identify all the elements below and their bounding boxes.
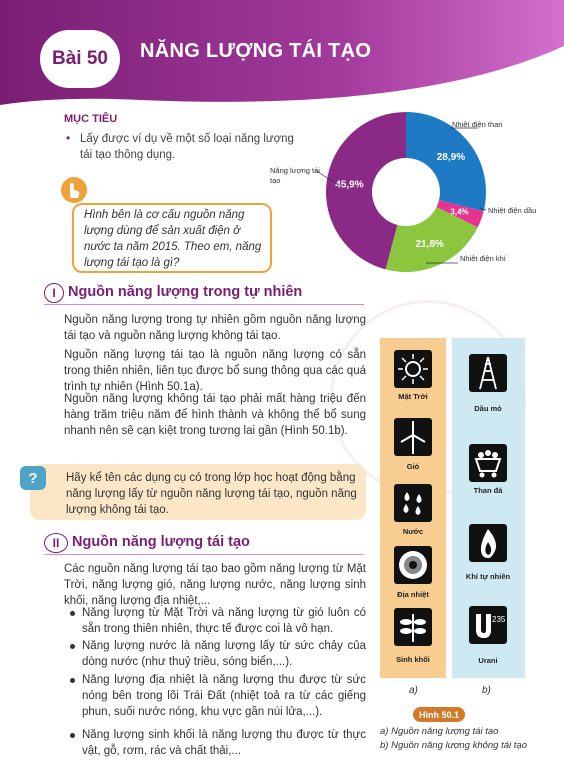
- section-2-bullet: Năng lượng địa nhiệt là năng lượng thu được từ sức nóng bên trong lõi Trái Đất (nhiệt toả ra từ các giếng phun, suối nước nóng, khu vực gần núi lửa,...).: [82, 674, 366, 718]
- uranium-icon: [469, 606, 507, 644]
- sun-icon: [394, 350, 432, 388]
- objectives-heading: MỤC TIÊU: [64, 113, 118, 125]
- chart-label-gas: Nhiệt điện khí: [460, 254, 506, 263]
- objective-item: Lấy được ví dụ về một số loại năng lượng tái tạo thông dụng.: [80, 133, 294, 161]
- figure-tag: Hình 50.1: [413, 707, 465, 722]
- section-2-bullet: Năng lượng nước là năng lượng lấy từ sức chảy của dòng nước (như thuỷ triều, sóng biển,...).: [82, 640, 366, 668]
- section-1-number: I: [44, 283, 64, 303]
- donut-value-label-renewable: 45,9%: [335, 179, 364, 191]
- section-1-paragraph: Nguồn năng lượng tái tạo là nguồn năng lượng có sẵn trong thiên nhiên, liên tục được bổ sung thông qua các quá trình tự nhiên (Hình 50.1a).: [64, 349, 366, 393]
- section-1-paragraph: Nguồn năng lượng trong tự nhiên gồm nguồn năng lượng tái tạo và nguồn năng lượng không tái tạo.: [64, 314, 366, 342]
- donut-value-label-gas: 21,8%: [415, 238, 444, 250]
- figure-label-wind: Gió: [406, 462, 420, 471]
- chart-label-coal: Nhiệt điện than: [452, 120, 503, 129]
- section-2-bullet: Năng lượng từ Mặt Trời và năng lượng từ gió luôn có sẵn trong thiên nhiên, thực tế được coi là vô hạn.: [82, 607, 366, 635]
- question-icon: ?: [20, 466, 46, 490]
- wind-turbine-icon: [394, 418, 432, 456]
- bullet-dot: [70, 611, 75, 616]
- activity-text: Hãy kể tên các dụng cụ có trong lớp học hoạt động bằng năng lượng lấy từ nguồn năng lượng tái tạo, nguồn năng lượng không tái tạo.: [66, 472, 357, 516]
- section-2-title: Nguồn năng lượng tái tạo: [72, 534, 250, 550]
- oil-derrick-icon: [469, 354, 507, 392]
- section-2-rule: [44, 554, 364, 555]
- figure-label-oil: Dầu mỏ: [474, 404, 502, 413]
- figure-label-biomass: Sinh khối: [396, 655, 430, 664]
- figure-sub-a: a): [409, 685, 418, 696]
- biomass-plant-icon: [394, 608, 432, 646]
- bullet-dot: [70, 678, 75, 683]
- figure-caption-a: a) Nguồn năng lượng tái tạo: [380, 726, 499, 737]
- section-2-bullet: Năng lượng sinh khối là năng lượng thu được từ thực vật, gỗ, rơm, rác và chất thải,...: [82, 729, 366, 757]
- figure-label-water: Nước: [402, 527, 424, 536]
- energy-structure-chart: [300, 108, 564, 288]
- chart-label-oil: Nhiệt điện dầu: [488, 206, 537, 215]
- lesson-number-badge: Bài 50: [40, 30, 120, 88]
- figure-label-sun: Mặt Trời: [398, 392, 428, 401]
- objective-bullet: •: [66, 131, 71, 145]
- chart-label-renewable: Năng lượng tái tạo: [270, 166, 320, 185]
- figure-label-coal: Than đá: [473, 486, 503, 495]
- figure-label-uranium: Urani: [478, 656, 498, 665]
- coal-cart-icon: [469, 444, 507, 482]
- section-2-intro: Các nguồn năng lượng tái tạo bao gồm năng lượng từ Mặt Trời, năng lượng gió, năng lượng nước, năng lượng sinh khối, năng lượng địa nhiệt,...: [64, 563, 366, 607]
- page-title: NĂNG LƯỢNG TÁI TẠO: [140, 40, 372, 62]
- intro-question-text: Hình bên là cơ cấu nguồn năng lượng dùng để sản xuất điện ở nước ta năm 2015. Theo em, năng lượng tái tạo là gì?: [84, 209, 262, 269]
- bullet-dot: [70, 733, 75, 738]
- figure-label-natural-gas: Khí tự nhiên: [465, 572, 511, 581]
- section-1-title: Nguồn năng lượng trong tự nhiên: [68, 284, 303, 300]
- section-2-number: II: [44, 533, 68, 553]
- section-1-paragraph: Nguồn năng lượng không tái tạo phải mất hàng triệu đến hàng trăm triệu năm để hình thành và không thể bổ sung nhanh nên sẽ cạn kiệt trong tương lai gần (Hình 50.1b).: [64, 393, 366, 437]
- uranium-number: 235: [492, 615, 506, 624]
- bullet-dot: [70, 644, 75, 649]
- figure-label-geothermal: Địa nhiệt: [397, 590, 429, 599]
- geothermal-icon: [394, 546, 432, 584]
- gas-flame-icon: [469, 524, 507, 562]
- pointing-hand-icon: [60, 176, 88, 204]
- water-drops-icon: [394, 484, 432, 522]
- donut-value-label-oil: 3,4%: [450, 207, 469, 217]
- section-1-rule: [44, 304, 364, 305]
- donut-value-label-coal: 28,9%: [436, 151, 466, 163]
- figure-caption-b: b) Nguồn năng lượng không tái tạo: [380, 740, 527, 751]
- figure-sub-b: b): [482, 685, 491, 696]
